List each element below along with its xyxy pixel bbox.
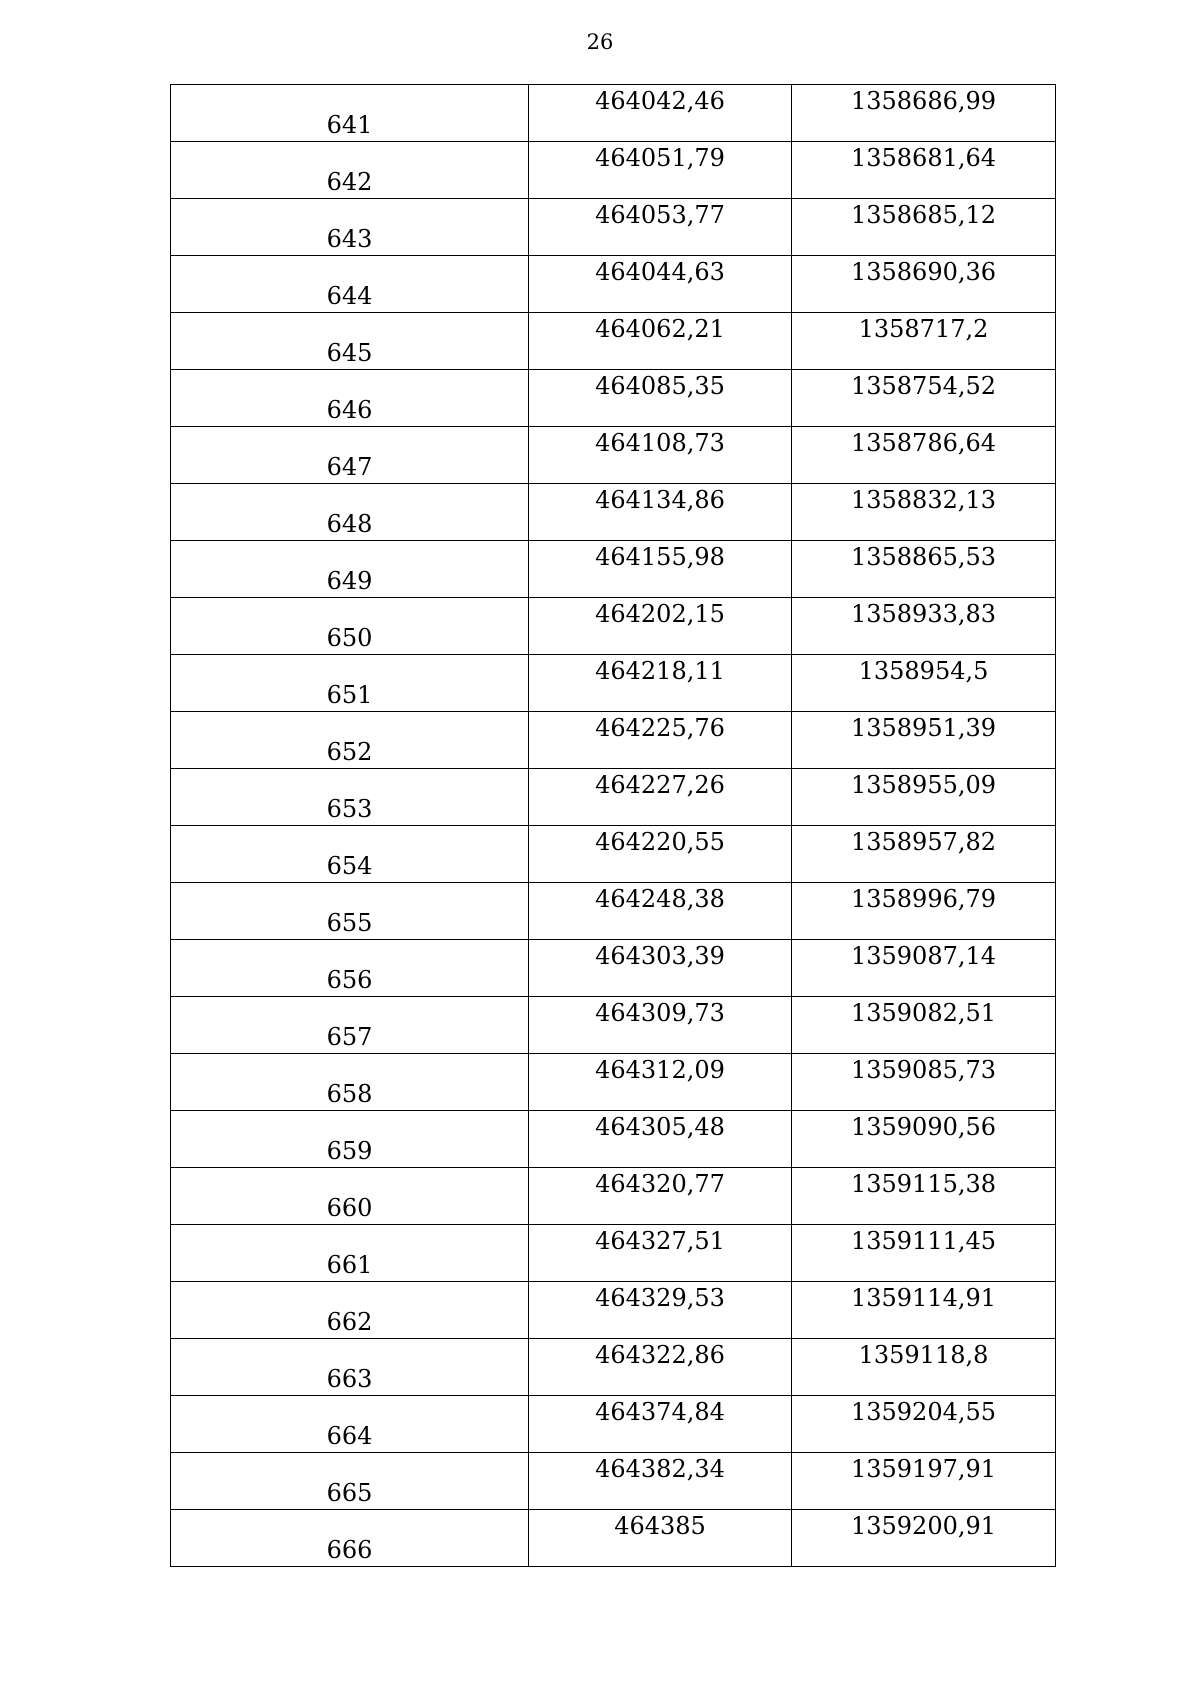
- table-row: [171, 484, 1056, 541]
- point-number-cell: 642: [171, 142, 529, 199]
- table-row: [171, 1453, 1056, 1510]
- x-coordinate-cell: 464062,21: [529, 313, 792, 370]
- point-number-cell: 650: [171, 598, 529, 655]
- x-coordinate-cell: 464218,11: [529, 655, 792, 712]
- table-row: [171, 541, 1056, 598]
- y-coordinate-cell: 1359111,45: [792, 1225, 1056, 1282]
- x-coordinate-cell: 464220,55: [529, 826, 792, 883]
- point-number-cell: 659: [171, 1111, 529, 1168]
- table-row: [171, 712, 1056, 769]
- point-number-cell: 666: [171, 1510, 529, 1567]
- point-number-cell: 643: [171, 199, 529, 256]
- y-coordinate-cell: 1358686,99: [792, 85, 1056, 142]
- y-coordinate-cell: 1359115,38: [792, 1168, 1056, 1225]
- x-coordinate-cell: 464305,48: [529, 1111, 792, 1168]
- coordinates-table-body: [171, 85, 1056, 1567]
- y-coordinate-cell: 1358754,52: [792, 370, 1056, 427]
- table-row: [171, 199, 1056, 256]
- x-coordinate-cell: 464085,35: [529, 370, 792, 427]
- x-coordinate-cell: 464202,15: [529, 598, 792, 655]
- x-coordinate-cell: 464053,77: [529, 199, 792, 256]
- x-coordinate-cell: 464042,46: [529, 85, 792, 142]
- table-row: [171, 1282, 1056, 1339]
- table-row: [171, 1510, 1056, 1567]
- x-coordinate-cell: 464134,86: [529, 484, 792, 541]
- point-number-cell: 648: [171, 484, 529, 541]
- y-coordinate-cell: 1359087,14: [792, 940, 1056, 997]
- x-coordinate-cell: 464051,79: [529, 142, 792, 199]
- table-row: [171, 883, 1056, 940]
- x-coordinate-cell: 464374,84: [529, 1396, 792, 1453]
- table-row: [171, 313, 1056, 370]
- table-row: [171, 769, 1056, 826]
- y-coordinate-cell: 1358955,09: [792, 769, 1056, 826]
- y-coordinate-cell: 1358832,13: [792, 484, 1056, 541]
- x-coordinate-cell: 464385: [529, 1510, 792, 1567]
- y-coordinate-cell: 1359114,91: [792, 1282, 1056, 1339]
- y-coordinate-cell: 1358957,82: [792, 826, 1056, 883]
- table-row: [171, 1111, 1056, 1168]
- coordinates-table: [170, 84, 1056, 1567]
- y-coordinate-cell: 1359204,55: [792, 1396, 1056, 1453]
- point-number-cell: 651: [171, 655, 529, 712]
- x-coordinate-cell: 464108,73: [529, 427, 792, 484]
- y-coordinate-cell: 1359118,8: [792, 1339, 1056, 1396]
- table-row: [171, 997, 1056, 1054]
- y-coordinate-cell: 1358681,64: [792, 142, 1056, 199]
- table-row: [171, 1054, 1056, 1111]
- x-coordinate-cell: 464309,73: [529, 997, 792, 1054]
- point-number-cell: 661: [171, 1225, 529, 1282]
- x-coordinate-cell: 464382,34: [529, 1453, 792, 1510]
- x-coordinate-cell: 464322,86: [529, 1339, 792, 1396]
- y-coordinate-cell: 1358685,12: [792, 199, 1056, 256]
- table-row: [171, 427, 1056, 484]
- y-coordinate-cell: 1358717,2: [792, 313, 1056, 370]
- table-row: [171, 256, 1056, 313]
- y-coordinate-cell: 1358996,79: [792, 883, 1056, 940]
- point-number-cell: 655: [171, 883, 529, 940]
- point-number-cell: 645: [171, 313, 529, 370]
- y-coordinate-cell: 1359085,73: [792, 1054, 1056, 1111]
- y-coordinate-cell: 1358933,83: [792, 598, 1056, 655]
- point-number-cell: 662: [171, 1282, 529, 1339]
- point-number-cell: 663: [171, 1339, 529, 1396]
- table-row: [171, 940, 1056, 997]
- table-row: [171, 85, 1056, 142]
- y-coordinate-cell: 1358786,64: [792, 427, 1056, 484]
- y-coordinate-cell: 1359082,51: [792, 997, 1056, 1054]
- y-coordinate-cell: 1358954,5: [792, 655, 1056, 712]
- table-row: [171, 598, 1056, 655]
- x-coordinate-cell: 464329,53: [529, 1282, 792, 1339]
- point-number-cell: 665: [171, 1453, 529, 1510]
- point-number-cell: 646: [171, 370, 529, 427]
- x-coordinate-cell: 464044,63: [529, 256, 792, 313]
- table-row: [171, 1168, 1056, 1225]
- x-coordinate-cell: 464303,39: [529, 940, 792, 997]
- point-number-cell: 664: [171, 1396, 529, 1453]
- x-coordinate-cell: 464312,09: [529, 1054, 792, 1111]
- x-coordinate-cell: 464225,76: [529, 712, 792, 769]
- point-number-cell: 652: [171, 712, 529, 769]
- x-coordinate-cell: 464155,98: [529, 541, 792, 598]
- point-number-cell: 653: [171, 769, 529, 826]
- x-coordinate-cell: 464248,38: [529, 883, 792, 940]
- table-row: [171, 142, 1056, 199]
- point-number-cell: 657: [171, 997, 529, 1054]
- x-coordinate-cell: 464327,51: [529, 1225, 792, 1282]
- page-number: 26: [586, 30, 614, 54]
- table-row: [171, 655, 1056, 712]
- table-row: [171, 370, 1056, 427]
- table-row: [171, 1339, 1056, 1396]
- point-number-cell: 641: [171, 85, 529, 142]
- table-row: [171, 826, 1056, 883]
- point-number-cell: 644: [171, 256, 529, 313]
- y-coordinate-cell: 1359197,91: [792, 1453, 1056, 1510]
- table-row: [171, 1225, 1056, 1282]
- x-coordinate-cell: 464320,77: [529, 1168, 792, 1225]
- y-coordinate-cell: 1359090,56: [792, 1111, 1056, 1168]
- point-number-cell: 647: [171, 427, 529, 484]
- point-number-cell: 660: [171, 1168, 529, 1225]
- y-coordinate-cell: 1358690,36: [792, 256, 1056, 313]
- point-number-cell: 654: [171, 826, 529, 883]
- y-coordinate-cell: 1358951,39: [792, 712, 1056, 769]
- point-number-cell: 649: [171, 541, 529, 598]
- point-number-cell: 658: [171, 1054, 529, 1111]
- y-coordinate-cell: 1358865,53: [792, 541, 1056, 598]
- x-coordinate-cell: 464227,26: [529, 769, 792, 826]
- point-number-cell: 656: [171, 940, 529, 997]
- y-coordinate-cell: 1359200,91: [792, 1510, 1056, 1567]
- table-row: [171, 1396, 1056, 1453]
